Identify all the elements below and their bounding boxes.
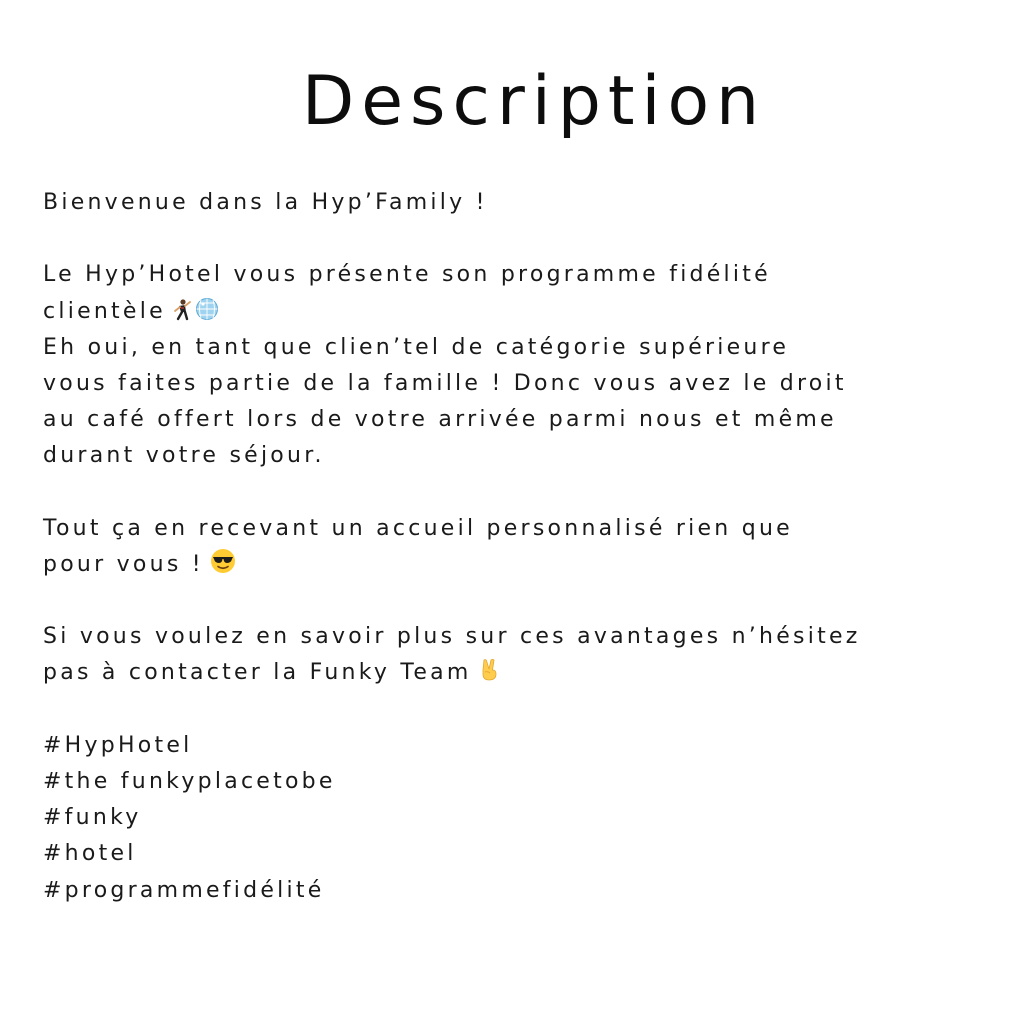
intro-line-5: au café offert lors de votre arrivée parmi nous et même [43,407,837,433]
description-body [43,185,1003,909]
welcome-paragraph-line-2 [43,547,1003,583]
welcome-line: Bienvenue dans la Hyp’Family ! [43,190,488,215]
intro-line-2 [43,294,1003,330]
spacer [43,475,1003,511]
hashtag: #hotel [43,841,137,867]
hashtag: #programmefidélité [43,877,325,903]
spacer [43,692,1003,728]
dancer-icon [172,299,192,321]
spacer [43,583,1003,619]
contact-line-2 [43,655,1003,691]
contact-line-2-text: pas à contacter la Funky Team [43,660,472,686]
sunglasses-face-icon [210,548,236,574]
intro-line-4: vous faites partie de la famille ! Donc vous avez le droit [43,370,847,396]
intro-line-1: Le Hyp’Hotel vous présente son programme fidélité [43,262,771,288]
intro-line-2-text: clientèle [43,298,166,324]
intro-line-3: Eh oui, en tant que clien’tel de catégorie supérieure [43,334,790,360]
spacer [43,221,1003,257]
disco-ball-icon [195,297,219,321]
page-title: Description [301,62,767,141]
hashtag: #the funkyplacetobe [43,769,336,794]
hashtag: #funky [43,805,142,831]
welcome-paragraph-line-1: Tout ça en recevant un accueil personnalisé rien que [43,515,793,541]
contact-line-1: Si vous voulez en savoir plus sur ces avantages n’hésitez [43,624,861,650]
hashtag: #HypHotel [43,732,193,758]
intro-line-6: durant votre séjour. [43,443,325,469]
welcome-paragraph-line-2-text: pour vous ! [43,551,204,577]
victory-hand-icon [478,658,500,682]
